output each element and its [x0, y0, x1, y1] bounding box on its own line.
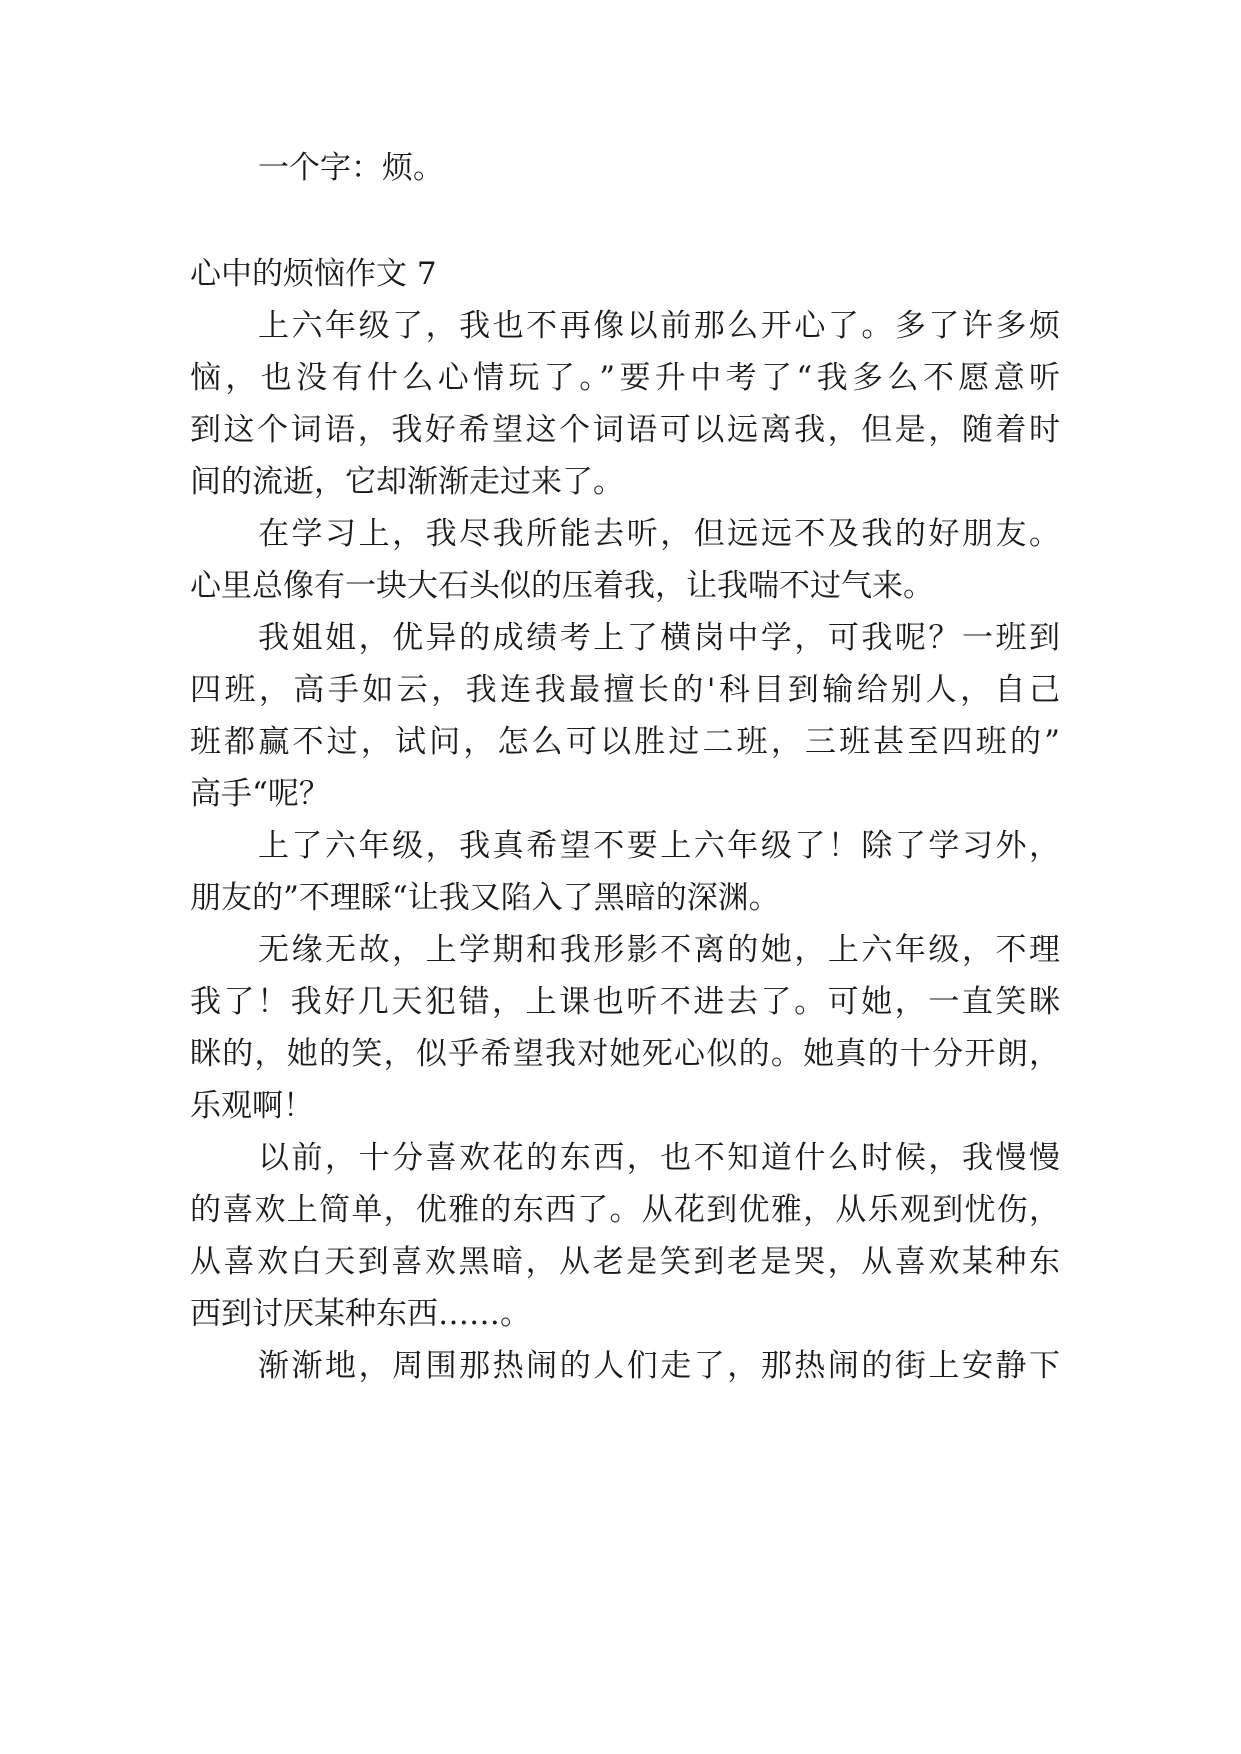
text-line: 渐渐地，周围那热闹的人们走了，那热闹的街上安静下: [258, 1348, 1060, 1384]
text-line: 高手“呢？: [190, 776, 330, 812]
text-line: 的喜欢上简单，优雅的东西了。从花到优雅，从乐观到忧伤，: [190, 1192, 1060, 1228]
text-line: 乐观啊！: [190, 1088, 314, 1124]
text-line: 一个字：烦。: [258, 150, 444, 186]
text-line: 间的流逝，它却渐渐走过来了。: [190, 464, 624, 500]
text-line: 我姐姐，优异的成绩考上了横岗中学，可我呢？一班到: [258, 620, 1060, 656]
text-line: 西到讨厌某种东西……。: [190, 1296, 531, 1332]
text-line: 从喜欢白天到喜欢黑暗，从老是笑到老是哭，从喜欢某种东: [190, 1244, 1060, 1280]
text-line: 上六年级了，我也不再像以前那么开心了。多了许多烦: [258, 308, 1060, 344]
text-line: 眯的，她的笑，似乎希望我对她死心似的。她真的十分开朗，: [190, 1036, 1060, 1072]
text-line: 以前，十分喜欢花的东西，也不知道什么时候，我慢慢: [258, 1140, 1060, 1176]
text-line: 上了六年级，我真希望不要上六年级了！除了学习外，: [258, 828, 1060, 864]
text-line: 在学习上，我尽我所能去听，但远远不及我的好朋友。: [258, 516, 1060, 552]
text-line: 班都赢不过，试问，怎么可以胜过二班，三班甚至四班的”: [190, 724, 1060, 760]
text-line: 无缘无故，上学期和我形影不离的她，上六年级，不理: [258, 932, 1060, 968]
text-line: 到这个词语，我好希望这个词语可以远离我，但是，随着时: [190, 412, 1060, 448]
section-title: 心中的烦恼作文 7: [190, 256, 437, 292]
text-line: 心里总像有一块大石头似的压着我，让我喘不过气来。: [190, 568, 934, 604]
text-line: 四班，高手如云，我连我最擅长的'科目到输给别人，自己: [190, 672, 1060, 708]
text-line: 朋友的”不理睬“让我又陷入了黑暗的深渊。: [190, 880, 780, 916]
text-line: 恼，也没有什么心情玩了。”要升中考了“我多么不愿意听: [190, 360, 1060, 396]
text-line: 我了！我好几天犯错，上课也听不进去了。可她，一直笑眯: [190, 984, 1060, 1020]
